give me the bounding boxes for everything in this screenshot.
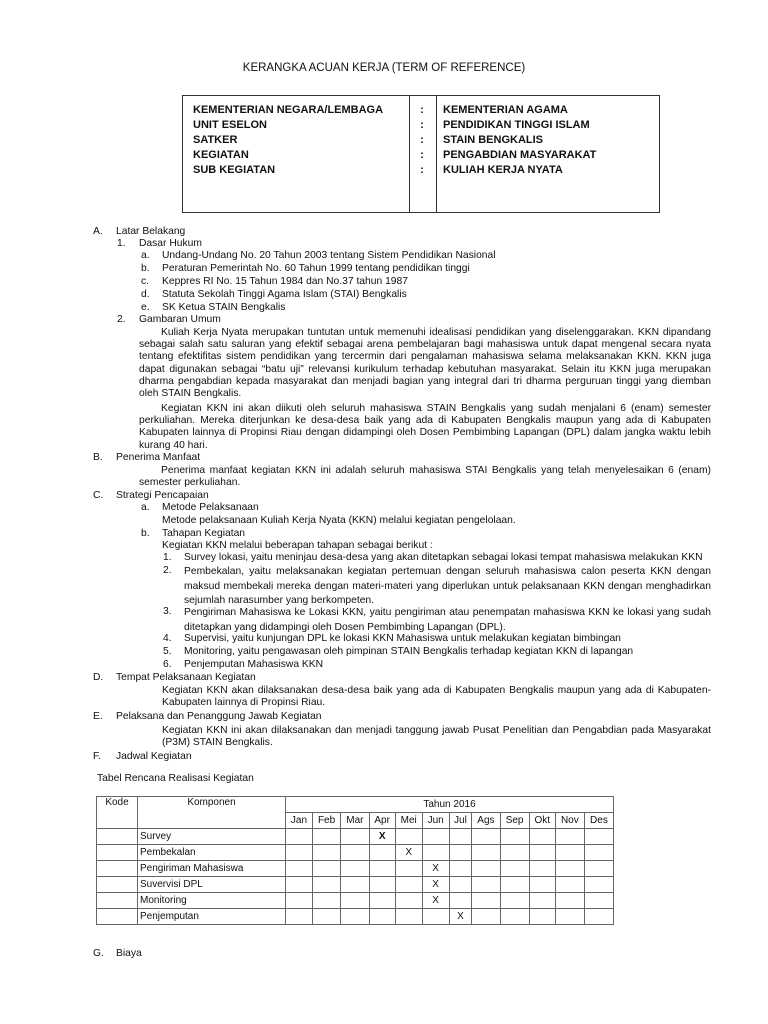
schedule-cell xyxy=(369,845,395,861)
header-box xyxy=(182,95,660,213)
schedule-cell xyxy=(500,877,529,893)
schedule-cell xyxy=(341,829,369,845)
header-value: KEMENTERIAN AGAMA xyxy=(443,104,568,116)
section-heading: Biaya xyxy=(116,948,142,959)
table-row xyxy=(97,909,614,925)
section-heading: Tempat Pelaksanaan Kegiatan xyxy=(116,672,256,683)
row-komponen: Pembekalan xyxy=(138,845,286,861)
document-title: KERANGKA ACUAN KERJA (TERM OF REFERENCE) xyxy=(242,62,526,74)
schedule-cell xyxy=(369,877,395,893)
step-number: 1. xyxy=(163,552,172,563)
header-colon: : xyxy=(420,149,424,161)
step-text: Pengiriman Mahasiswa ke Lokasi KKN, yaitu pengiriman atau penempatan mahasiswa KKN ke lokasi yang sudah ditetapkan yang didampingi oleh Dosen Pembimbing Lapangan (DPL). xyxy=(184,607,711,633)
schedule-cell xyxy=(312,877,340,893)
header-value: PENDIDIKAN TINGGI ISLAM xyxy=(443,119,590,131)
schedule-cell xyxy=(395,909,422,925)
schedule-cell xyxy=(500,893,529,909)
schedule-cell xyxy=(555,845,584,861)
step-number: 3. xyxy=(163,606,172,617)
schedule-cell xyxy=(312,845,340,861)
schedule-mark: X xyxy=(422,861,449,877)
schedule-cell xyxy=(422,829,449,845)
schedule-cell xyxy=(369,861,395,877)
schedule-cell xyxy=(529,877,555,893)
step-number: 6. xyxy=(163,659,172,670)
step-text: Survey lokasi, yaitu meninjau desa-desa yang akan ditetapkan sebagai lokasi tempat mahasiswa melakukan KKN xyxy=(184,552,703,563)
schedule-cell xyxy=(529,861,555,877)
section-heading: Latar Belakang xyxy=(116,226,186,237)
schedule-cell xyxy=(555,829,584,845)
month-header: Des xyxy=(584,813,613,829)
header-colons xyxy=(409,103,435,178)
section-heading: Jadwal Kegiatan xyxy=(116,751,192,762)
schedule-cell xyxy=(286,909,313,925)
schedule-cell xyxy=(341,861,369,877)
month-header: Mei xyxy=(395,813,422,829)
schedule-mark: X xyxy=(422,877,449,893)
step-text: Penjemputan Mahasiswa KKN xyxy=(184,659,324,670)
schedule-cell xyxy=(529,845,555,861)
schedule-mark: X xyxy=(369,829,395,845)
list-letter: c. xyxy=(141,276,150,287)
row-kode xyxy=(97,829,138,845)
table-row xyxy=(97,861,614,877)
header-colon: : xyxy=(420,104,424,116)
paragraph: Metode pelaksanaan Kuliah Kerja Nyata (KKN) melalui kegiatan pengelolaan. xyxy=(162,515,516,526)
schedule-cell xyxy=(312,829,340,845)
table-row xyxy=(97,845,614,861)
list-letter: b. xyxy=(141,528,150,539)
month-header: Sep xyxy=(500,813,529,829)
schedule-cell xyxy=(286,829,313,845)
section-heading: Penerima Manfaat xyxy=(116,452,201,463)
month-header: Nov xyxy=(555,813,584,829)
schedule-cell xyxy=(584,829,613,845)
row-kode xyxy=(97,893,138,909)
month-header: Apr xyxy=(369,813,395,829)
schedule-cell xyxy=(422,909,449,925)
schedule-cell xyxy=(286,861,313,877)
row-kode xyxy=(97,845,138,861)
subsection-heading: Tahapan Kegiatan xyxy=(162,528,246,539)
row-komponen: Penjemputan xyxy=(138,909,286,925)
schedule-cell xyxy=(529,829,555,845)
header-value: STAIN BENGKALIS xyxy=(443,134,544,146)
schedule-cell xyxy=(395,893,422,909)
schedule-cell xyxy=(555,909,584,925)
header-kode: Kode xyxy=(97,797,138,829)
schedule-cell xyxy=(529,893,555,909)
schedule-cell xyxy=(555,861,584,877)
schedule-cell xyxy=(341,893,369,909)
schedule-cell xyxy=(395,861,422,877)
schedule-cell xyxy=(449,845,472,861)
schedule-mark: X xyxy=(422,893,449,909)
list-letter: a. xyxy=(141,502,150,513)
schedule-cell xyxy=(449,829,472,845)
subsection-number: 1. xyxy=(117,238,126,249)
month-header: Jun xyxy=(422,813,449,829)
schedule-cell xyxy=(472,845,500,861)
schedule-cell xyxy=(555,877,584,893)
paragraph: Kuliah Kerja Nyata merupakan tuntutan untuk memenuhi idealisasi pendidikan yang diselenggarakan. KKN dipandang sebagai salah satu saluran yang efektif sebagai arena pembelajaran bagi mahasiswa untuk dapat mengenal secara nyata tentang efektifitas sistem pendidikan yang tercermin dari pengalaman mahasiswa selama melaksanakan KKN. KKN juga dapat digunakan sebagai “batu uji” relevansi kurikulum terhadap kebutuhan masyarakat. Selain itu KKN juga merupakan dharma pengabdian kepada masyarakat dan menjadi bagian yang integral dari tri dharma perguruan tinggi yang diemban oleh STAIN Bengkalis. xyxy=(139,327,711,400)
list-item: Undang-Undang No. 20 Tahun 2003 tentang Sistem Pendidikan Nasional xyxy=(162,250,496,261)
paragraph: Kegiatan KKN ini akan dilaksanakan dan menjadi tanggung jawab Pusat Penelitian dan Pengabdian pada Masyarakat (P3M) STAIN Bengkalis. xyxy=(162,725,711,749)
header-value: PENGABDIAN MASYARAKAT xyxy=(443,149,597,161)
list-letter: b. xyxy=(141,263,150,274)
list-letter: d. xyxy=(141,289,150,300)
step-text: Pembekalan, yaitu melaksanakan kegiatan pertemuan dengan seluruh mahasiswa calon peserta KKN dengan maksud membekali mereka dengan materi-materi yang diperlukan untuk pelaksanaan KKN dengan menghadirkan sejumlah narasumber yang berkompeten. xyxy=(184,566,711,606)
section-letter: B. xyxy=(93,452,103,463)
schedule-cell xyxy=(584,909,613,925)
schedule-cell xyxy=(500,909,529,925)
month-header: Jan xyxy=(286,813,313,829)
subsection-number: 2. xyxy=(117,314,126,325)
schedule-cell xyxy=(369,909,395,925)
schedule-cell xyxy=(584,877,613,893)
header-label: UNIT ESELON xyxy=(193,119,267,131)
table-header-row xyxy=(97,797,614,813)
header-label: SUB KEGIATAN xyxy=(193,164,276,176)
section-letter: C. xyxy=(93,490,104,501)
schedule-cell xyxy=(500,861,529,877)
header-komponen: Komponen xyxy=(138,797,286,829)
schedule-cell xyxy=(472,861,500,877)
step-number: 5. xyxy=(163,646,172,657)
schedule-cell xyxy=(369,893,395,909)
list-letter: e. xyxy=(141,302,150,313)
row-komponen: Survey xyxy=(138,829,286,845)
schedule-cell xyxy=(422,845,449,861)
schedule-cell xyxy=(449,861,472,877)
schedule-cell xyxy=(312,909,340,925)
schedule-table xyxy=(96,796,614,925)
subsection-heading: Gambaran Umum xyxy=(139,314,221,325)
paragraph: Kegiatan KKN melalui beberapan tahapan sebagai berikut : xyxy=(162,540,433,551)
schedule-cell xyxy=(555,893,584,909)
schedule-cell xyxy=(584,893,613,909)
list-item: Keppres RI No. 15 Tahun 1984 dan No.37 tahun 1987 xyxy=(162,276,408,287)
paragraph: Kegiatan KKN ini akan diikuti oleh seluruh mahasiswa STAIN Bengkalis yang sudah menjalani 6 (enam) semester perkuliahan. Mereka diterjunkan ke desa-desa baik yang ada di Kabupaten Bengkalis maupun yang ada di Kabupaten Kabupaten lainnya di Propinsi Riau dengan didampingi oleh Dosen Pembimbing Lapangan (DPL) dalam jangka waktu lebih kurang 40 hari. xyxy=(139,403,711,451)
header-label: SATKER xyxy=(193,134,238,146)
header-colon: : xyxy=(420,134,424,146)
schedule-cell xyxy=(395,877,422,893)
row-kode xyxy=(97,861,138,877)
table-row xyxy=(97,893,614,909)
list-item: Peraturan Pemerintah No. 60 Tahun 1999 tentang pendidikan tinggi xyxy=(162,263,470,274)
row-komponen: Monitoring xyxy=(138,893,286,909)
schedule-cell xyxy=(584,845,613,861)
schedule-cell xyxy=(341,909,369,925)
header-label: KEMENTERIAN NEGARA/LEMBAGA xyxy=(193,104,384,116)
row-kode xyxy=(97,909,138,925)
schedule-cell xyxy=(500,829,529,845)
row-kode xyxy=(97,877,138,893)
schedule-mark: X xyxy=(449,909,472,925)
schedule-cell xyxy=(472,829,500,845)
header-colon: : xyxy=(420,119,424,131)
list-item: SK Ketua STAIN Bengkalis xyxy=(162,302,286,313)
schedule-cell xyxy=(312,861,340,877)
schedule-cell xyxy=(286,845,313,861)
row-komponen: Suvervisi DPL xyxy=(138,877,286,893)
month-header: Feb xyxy=(312,813,340,829)
schedule-cell xyxy=(312,893,340,909)
section-letter: D. xyxy=(93,672,104,683)
schedule-cell xyxy=(286,893,313,909)
month-header: Ags xyxy=(472,813,500,829)
table-row xyxy=(97,829,614,845)
schedule-cell xyxy=(472,909,500,925)
month-header: Okt xyxy=(529,813,555,829)
section-heading: Strategi Pencapaian xyxy=(116,490,209,501)
subsection-heading: Metode Pelaksanaan xyxy=(162,502,259,513)
schedule-cell xyxy=(286,877,313,893)
list-item: Statuta Sekolah Tinggi Agama Islam (STAI) Bengkalis xyxy=(162,289,407,300)
schedule-cell xyxy=(472,893,500,909)
step-text: Supervisi, yaitu kunjungan DPL ke lokasi KKN Mahasiswa untuk melakukan kegiatan bimbingan xyxy=(184,633,621,644)
step-number: 2. xyxy=(163,565,172,576)
header-label: KEGIATAN xyxy=(193,149,249,161)
header-labels xyxy=(193,103,383,178)
paragraph: Penerima manfaat kegiatan KKN ini adalah seluruh mahasiswa STAI Bengkalis yang telah menyelesaikan 6 (enam) semester perkuliahan. xyxy=(139,465,711,489)
paragraph: Kegiatan KKN akan dilaksanakan desa-desa baik yang ada di Kabupaten Bengkalis maupun yang ada di Kabupaten-Kabupaten lainnya di Propinsi Riau. xyxy=(162,685,711,709)
section-letter: G. xyxy=(93,948,104,959)
schedule-cell xyxy=(500,845,529,861)
schedule-cell xyxy=(529,909,555,925)
table-caption: Tabel Rencana Realisasi Kegiatan xyxy=(97,773,254,784)
schedule-cell xyxy=(449,893,472,909)
subsection-heading: Dasar Hukum xyxy=(139,238,202,249)
schedule-cell xyxy=(341,877,369,893)
section-letter: F. xyxy=(93,751,102,762)
schedule-cell xyxy=(584,861,613,877)
table-row xyxy=(97,877,614,893)
row-komponen: Pengiriman Mahasiswa xyxy=(138,861,286,877)
schedule-cell xyxy=(449,877,472,893)
section-letter: E. xyxy=(93,711,103,722)
section-letter: A. xyxy=(93,226,103,237)
schedule-cell xyxy=(395,829,422,845)
step-text: Monitoring, yaitu pengawasan oleh pimpinan STAIN Bengkalis terhadap kegiatan KKN di lapangan xyxy=(184,646,634,657)
header-value: KULIAH KERJA NYATA xyxy=(443,164,563,176)
schedule-cell xyxy=(472,877,500,893)
section-heading: Pelaksana dan Penanggung Jawab Kegiatan xyxy=(116,711,322,722)
month-header: Jul xyxy=(449,813,472,829)
schedule-cell xyxy=(341,845,369,861)
header-year: Tahun 2016 xyxy=(286,797,614,813)
step-number: 4. xyxy=(163,633,172,644)
month-header: Mar xyxy=(341,813,369,829)
header-colon: : xyxy=(420,164,424,176)
list-letter: a. xyxy=(141,250,150,261)
schedule-mark: X xyxy=(395,845,422,861)
header-values xyxy=(443,103,596,178)
